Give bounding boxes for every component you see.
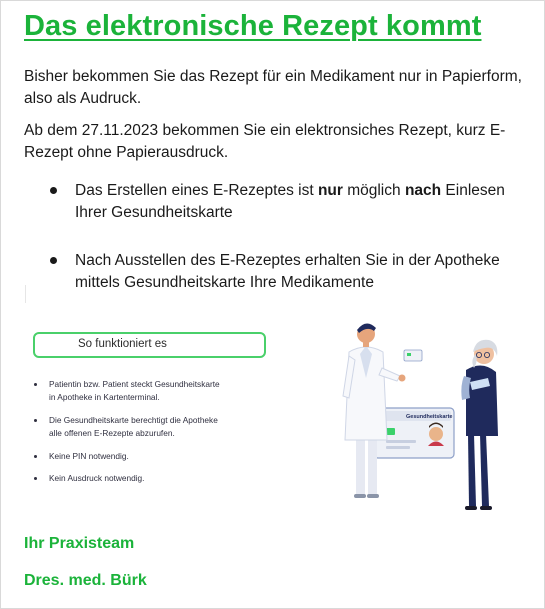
step-dot-icon — [34, 455, 37, 458]
bullet-text-part: möglich — [342, 182, 405, 199]
signature-team: Ihr Praxisteam — [24, 535, 135, 552]
bullet-emphasis: nur — [317, 182, 343, 199]
bullet-dot-icon — [50, 187, 57, 194]
info-line-1: Ab dem 27.11.2023 bekommen Sie ein elektronsiches Rezept, kurz E- — [24, 122, 506, 139]
intro-paragraph — [24, 66, 529, 110]
divider-mark — [25, 285, 26, 303]
bullet-text-part: Das Erstellen eines E-Rezeptes ist — [75, 182, 318, 199]
step-dot-icon — [34, 419, 37, 422]
intro-line-1: Bisher bekommen Sie das Rezept für ein Medikament nur in Papierform, — [24, 68, 522, 85]
bullet-text-part: Einlesen — [441, 182, 505, 199]
bullet-emphasis: nach — [404, 182, 442, 199]
step-text — [49, 472, 274, 485]
patient-figure — [461, 340, 498, 510]
card-label: Gesundheitskarte — [406, 414, 453, 420]
step-text — [49, 450, 274, 463]
bullet-line-2: mittels Gesundheitskarte Ihre Medikamente — [75, 274, 374, 291]
how-it-works-label: So funktioniert es — [78, 338, 167, 350]
how-it-works-box — [33, 332, 266, 358]
info-paragraph — [24, 120, 529, 164]
step-line: Keine PIN notwendig. — [49, 451, 129, 461]
step-line: Kein Ausdruck notwendig. — [49, 473, 145, 483]
step-line: Patientin bzw. Patient steckt Gesundheitskarte — [49, 379, 220, 389]
page-title: Das elektronische Rezept kommt — [24, 10, 482, 42]
erezept-infographic — [24, 312, 524, 514]
step-line: alle offenen E-Rezepte abzurufen. — [49, 428, 175, 438]
bullet-line-1 — [75, 180, 520, 202]
step-dot-icon — [34, 477, 37, 480]
bullet-text — [75, 180, 520, 224]
step-line: in Apotheke in Kartenterminal. — [49, 392, 160, 402]
bullet-text — [75, 250, 520, 294]
step-line: Die Gesundheitskarte berechtigt die Apotheke — [49, 415, 218, 425]
bullet-line-2: Ihrer Gesundheitskarte — [75, 204, 233, 221]
step-text — [49, 378, 274, 404]
bullet-line-1: Nach Ausstellen des E-Rezeptes erhalten Sie in der Apotheke — [75, 252, 500, 269]
step-text — [49, 414, 274, 440]
intro-line-2: also als Audruck. — [24, 90, 142, 107]
info-line-2: Rezept ohne Papierausdruck. — [24, 144, 229, 161]
bullet-dot-icon — [50, 257, 57, 264]
pharmacy-illustration — [324, 312, 524, 514]
step-dot-icon — [34, 383, 37, 386]
signature-doctor: Dres. med. Bürk — [24, 572, 147, 589]
